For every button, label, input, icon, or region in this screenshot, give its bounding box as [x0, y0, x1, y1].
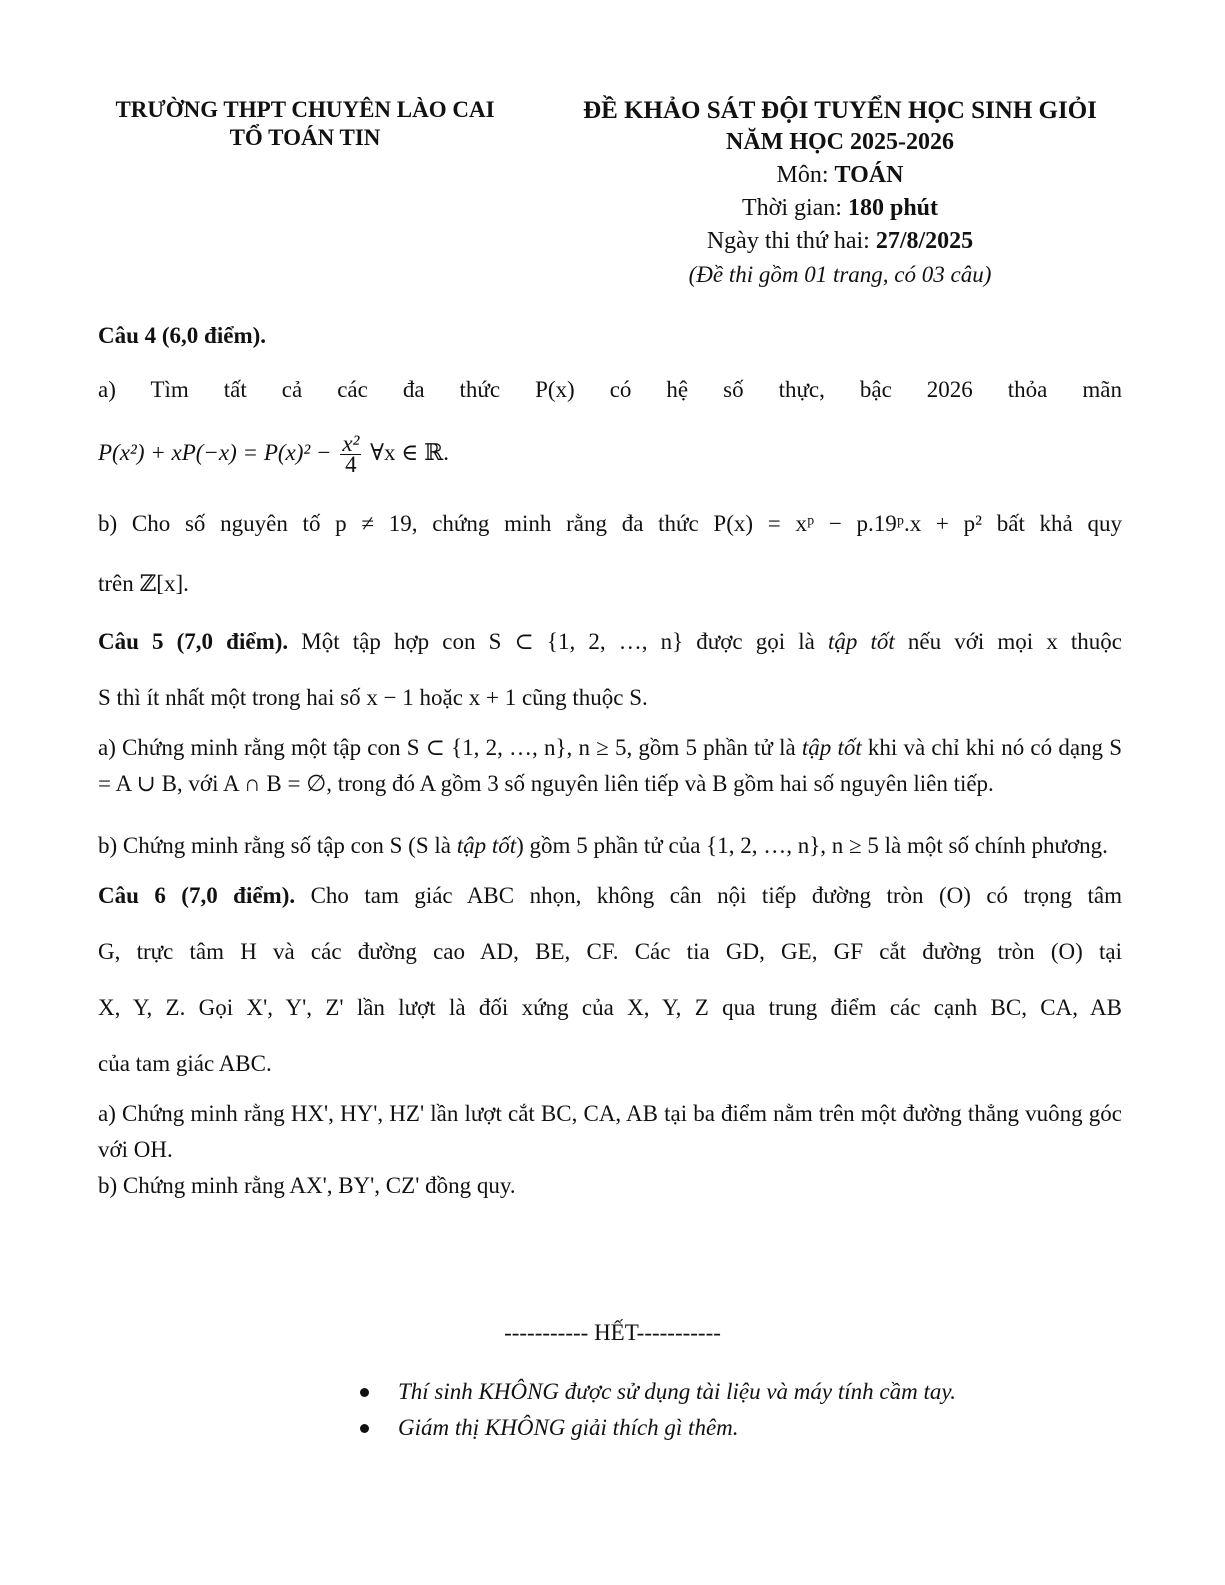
q6-intro-line2: G, trực tâm H và các đường cao AD, BE, CF. Các tia GD, GE, GF cắt đường tròn (O) tại [98, 939, 1122, 964]
q4-eq-right: ∀x ∈ ℝ. [370, 440, 449, 465]
subject-line [540, 159, 1140, 192]
bullet-icon [360, 1424, 369, 1433]
exam-title: ĐỀ KHẢO SÁT ĐỘI TUYỂN HỌC SINH GIỎI [583, 97, 1097, 124]
q4-heading: Câu 4 (6,0 điểm). [98, 323, 267, 348]
school-year: NĂM HỌC 2025-2026 [726, 129, 954, 155]
q5-a-good-set: tập tốt [801, 735, 862, 760]
q5-a-text-1: a) Chứng minh rằng một tập con S ⊂ {1, 2, …, n}, n ≥ 5, gồm 5 phần tử là [98, 735, 802, 760]
q5-intro [98, 614, 1122, 670]
notes-list [360, 1374, 956, 1446]
q4-a-line1: a) Tìm tất cả các đa thức P(x) có hệ số thực, bậc 2026 thỏa mãn [98, 377, 1122, 402]
time-line [540, 192, 1140, 225]
note-item [360, 1410, 956, 1446]
q5-b-good-set: tập tốt [456, 833, 517, 858]
department-name: TỔ TOÁN TIN [229, 125, 381, 150]
q4-eq-left: P(x²) + xP(−x) = P(x)² − [98, 440, 332, 465]
subject-label: Môn: [776, 162, 835, 188]
header-right [540, 96, 1140, 291]
header-left [70, 96, 540, 152]
q5-heading: Câu 5 (7,0 điểm). [98, 629, 289, 654]
bullet-icon [360, 1388, 369, 1397]
q5-intro-line2: S thì ít nhất một trong hai số x − 1 hoặc x + 1 cũng thuộc S. [98, 685, 648, 710]
page-note: (Đề thi gồm 01 trang, có 03 câu) [688, 262, 992, 287]
q6-intro-line3: X, Y, Z. Gọi X', Y', Z' lần lượt là đối xứng của X, Y, Z qua trung điểm các cạnh BC, CA, AB [98, 995, 1122, 1020]
subject-value: TOÁN [834, 162, 904, 188]
date-value: 27/8/2025 [875, 228, 974, 254]
q5-a-text-2: khi và chỉ khi nó có dạng S = A ∪ B, với A ∩ B = ∅, trong đó A gồm 3 số nguyên liên tiếp và B gồm hai số nguyên liên tiếp. [98, 735, 1123, 796]
date-line [540, 225, 1140, 258]
q6-part-a: a) Chứng minh rằng HX', HY', HZ' lần lượt cắt BC, CA, AB tại ba điểm nằm trên một đường thẳng vuông góc với OH. [98, 1101, 1122, 1162]
q4-b-line1: b) Cho số nguyên tố p ≠ 19, chứng minh rằng đa thức P(x) = xᵖ − p.19ᵖ.x + p² bất khả quy [98, 511, 1122, 536]
q6-heading: Câu 6 (7,0 điểm). [98, 883, 296, 908]
end-mark: ----------- HẾT----------- [504, 1320, 721, 1345]
q5-part-a [98, 730, 1122, 802]
q5-intro-text-2: nếu với mọi x thuộc [894, 629, 1122, 654]
q6-intro [98, 868, 1122, 924]
q4-a-equation [98, 420, 1122, 486]
school-name: TRƯỜNG THPT CHUYÊN LÀO CAI [115, 97, 495, 122]
q4-eq-fraction [340, 431, 361, 478]
note-text: Thí sinh KHÔNG được sử dụng tài liệu và máy tính cầm tay. [398, 1379, 957, 1404]
q6-intro-text-1: Cho tam giác ABC nhọn, không cân nội tiếp đường tròn (O) có trọng tâm [295, 883, 1122, 908]
q4-eq-numerator: x² [342, 431, 360, 457]
exam-content [98, 316, 1122, 1204]
q5-good-set-term: tập tốt [827, 629, 895, 654]
note-item [360, 1374, 956, 1410]
time-label: Thời gian: [741, 195, 848, 221]
q4-b-line2: trên ℤ[x]. [98, 571, 189, 596]
time-value: 180 phút [847, 195, 939, 221]
q5-intro-text-1: Một tập hợp con S ⊂ {1, 2, …, n} được gọi là [288, 629, 828, 654]
date-label: Ngày thi thứ hai: [706, 228, 876, 254]
q6-intro-line4: của tam giác ABC. [98, 1051, 272, 1076]
q5-b-text-1: b) Chứng minh rằng số tập con S (S là [98, 833, 457, 858]
note-text: Giám thị KHÔNG giải thích gì thêm. [398, 1415, 739, 1440]
q5-b-text-2: ) gồm 5 phần tử của {1, 2, …, n}, n ≥ 5 là một số chính phương. [516, 833, 1108, 858]
q4-eq-denominator: 4 [345, 452, 357, 478]
q5-part-b [98, 824, 1122, 868]
q6-part-b: b) Chứng minh rằng AX', BY', CZ' đồng quy. [98, 1173, 516, 1198]
